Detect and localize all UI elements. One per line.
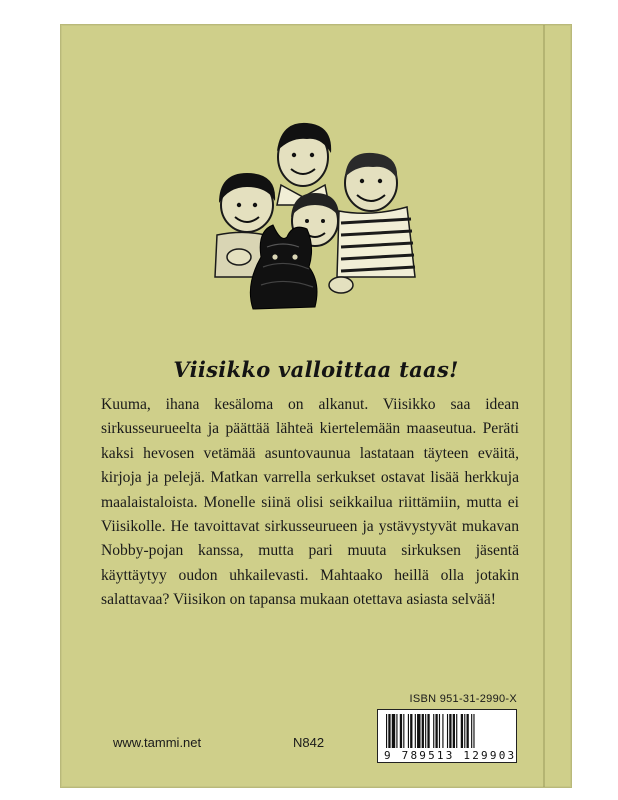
tagline: Viisikko valloittaa taas! (173, 357, 459, 382)
publisher-website: www.tammi.net (113, 735, 202, 750)
spine-fold (543, 25, 545, 787)
book-back-cover (60, 24, 572, 788)
barcode-digits: 9 789513 129903 (384, 749, 517, 762)
isbn-text: ISBN 951-31-2990-X (409, 693, 517, 705)
blurb-text: Kuuma, ihana kesäloma on alkanut. Viisikko saa idean sirkusseurueelta ja päättää lähteä kiertelemään maaseutua. Peräti kaksi hevosen vetämää asuntovaunua lastataan täyteen eväitä, kirjoja ja pelejä. Matkan varrella serkukset ostavat lisää herkkuja maalaistaloista. Monelle siinä olisi seikkailua riittämiin, mutta ei Viisikolle. He tavoittavat sirkusseurueen ja ystävystyvät mukavan Nobby-pojan kanssa, mutta pari muuta sirkuksen jäsentä käyttäytyy oudon uhkailevasti. Mahtaako heillä olla jotakin salattavaa? Viisikon on tapansa mukaan otettava asiasta selvää! (101, 396, 519, 609)
isbn-barcode-block (377, 693, 517, 763)
barcode-bars-icon (384, 714, 510, 748)
five-children-and-dog-illustration (211, 107, 421, 319)
product-code: N842 (293, 735, 325, 750)
barcode (377, 709, 517, 763)
